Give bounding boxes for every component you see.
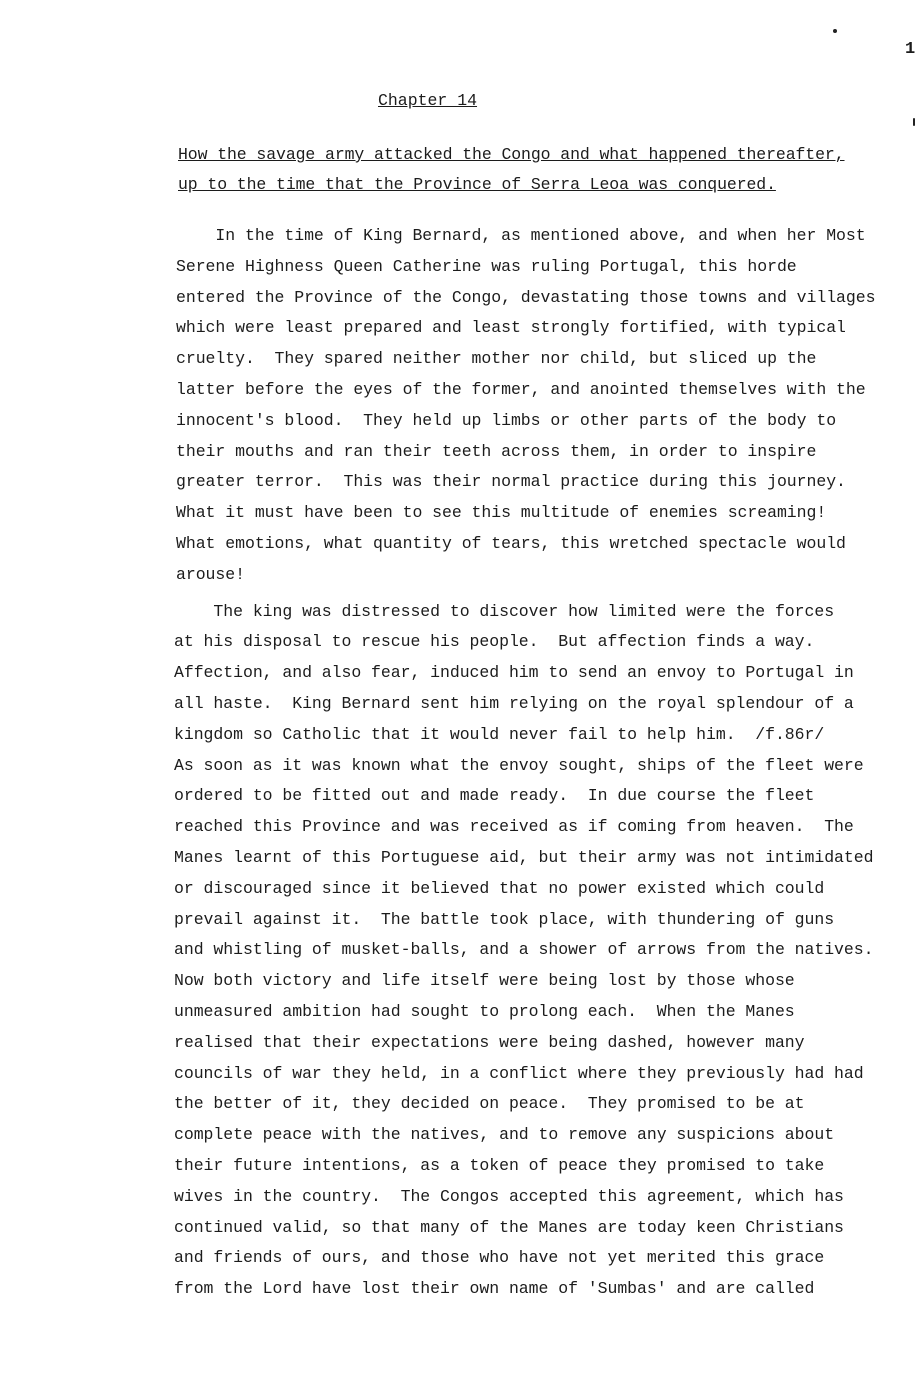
body-line: and whistling of musket-balls, and a shower of arrows from the natives. xyxy=(174,940,874,959)
body-line: councils of war they held, in a conflict where they previously had had xyxy=(174,1064,864,1083)
body-line: kingdom so Catholic that it would never fail to help him. /f.86r/ xyxy=(174,725,825,744)
body-line: continued valid, so that many of the Manes are today keen Christians xyxy=(174,1218,844,1237)
body-line: entered the Province of the Congo, devastating those towns and villages xyxy=(176,288,876,307)
body-line: wives in the country. The Congos accepted this agreement, which has xyxy=(174,1187,844,1206)
body-line: Manes learnt of this Portuguese aid, but their army was not intimidated xyxy=(174,848,874,867)
body-line: their mouths and ran their teeth across them, in order to inspire xyxy=(176,442,817,461)
body-line: greater terror. This was their normal practice during this journey. xyxy=(176,472,846,491)
body-line: realised that their expectations were being dashed, however many xyxy=(174,1033,805,1052)
body-line: What emotions, what quantity of tears, this wretched spectacle would xyxy=(176,534,846,553)
body-line: Now both victory and life itself were being lost by those whose xyxy=(174,971,795,990)
body-line: unmeasured ambition had sought to prolong each. When the Manes xyxy=(174,1002,795,1021)
body-line: What it must have been to see this multitude of enemies screaming! xyxy=(176,503,827,522)
heading-line: How the savage army attacked the Congo and what happened thereafter, xyxy=(178,145,845,164)
body-line: at his disposal to rescue his people. But affection finds a way. xyxy=(174,632,815,651)
body-line: ordered to be fitted out and made ready. In due course the fleet xyxy=(174,786,815,805)
chapter-title: Chapter 14 xyxy=(378,91,478,110)
body-line: innocent's blood. They held up limbs or other parts of the body to xyxy=(176,411,837,430)
ink-speck xyxy=(913,118,915,126)
ink-speck xyxy=(833,29,837,33)
body-line: all haste. King Bernard sent him relying on the royal splendour of a xyxy=(174,694,854,713)
body-line: In the time of King Bernard, as mentioned above, and when her Most xyxy=(176,226,866,245)
heading-line: up to the time that the Province of Serra Leoa was conquered. xyxy=(178,175,776,194)
body-line: Affection, and also fear, induced him to send an envoy to Portugal in xyxy=(174,663,854,682)
body-line: or discouraged since it believed that no power existed which could xyxy=(174,879,825,898)
body-line: cruelty. They spared neither mother nor child, but sliced up the xyxy=(176,349,817,368)
body-line: prevail against it. The battle took place, with thundering of guns xyxy=(174,910,835,929)
page-number: 1 xyxy=(905,40,916,59)
body-line: arouse! xyxy=(176,565,245,584)
body-line: As soon as it was known what the envoy sought, ships of the fleet were xyxy=(174,756,864,775)
body-line: The king was distressed to discover how limited were the forces xyxy=(174,602,835,621)
body-line: from the Lord have lost their own name of 'Sumbas' and are called xyxy=(174,1279,815,1298)
body-line: the better of it, they decided on peace. They promised to be at xyxy=(174,1094,805,1113)
body-line: which were least prepared and least strongly fortified, with typical xyxy=(176,318,846,337)
body-line: complete peace with the natives, and to remove any suspicions about xyxy=(174,1125,835,1144)
body-line: Serene Highness Queen Catherine was ruling Portugal, this horde xyxy=(176,257,797,276)
body-line: and friends of ours, and those who have not yet merited this grace xyxy=(174,1248,825,1267)
body-line: latter before the eyes of the former, and anointed themselves with the xyxy=(176,380,866,399)
body-line: reached this Province and was received as if coming from heaven. The xyxy=(174,817,854,836)
body-line: their future intentions, as a token of peace they promised to take xyxy=(174,1156,825,1175)
